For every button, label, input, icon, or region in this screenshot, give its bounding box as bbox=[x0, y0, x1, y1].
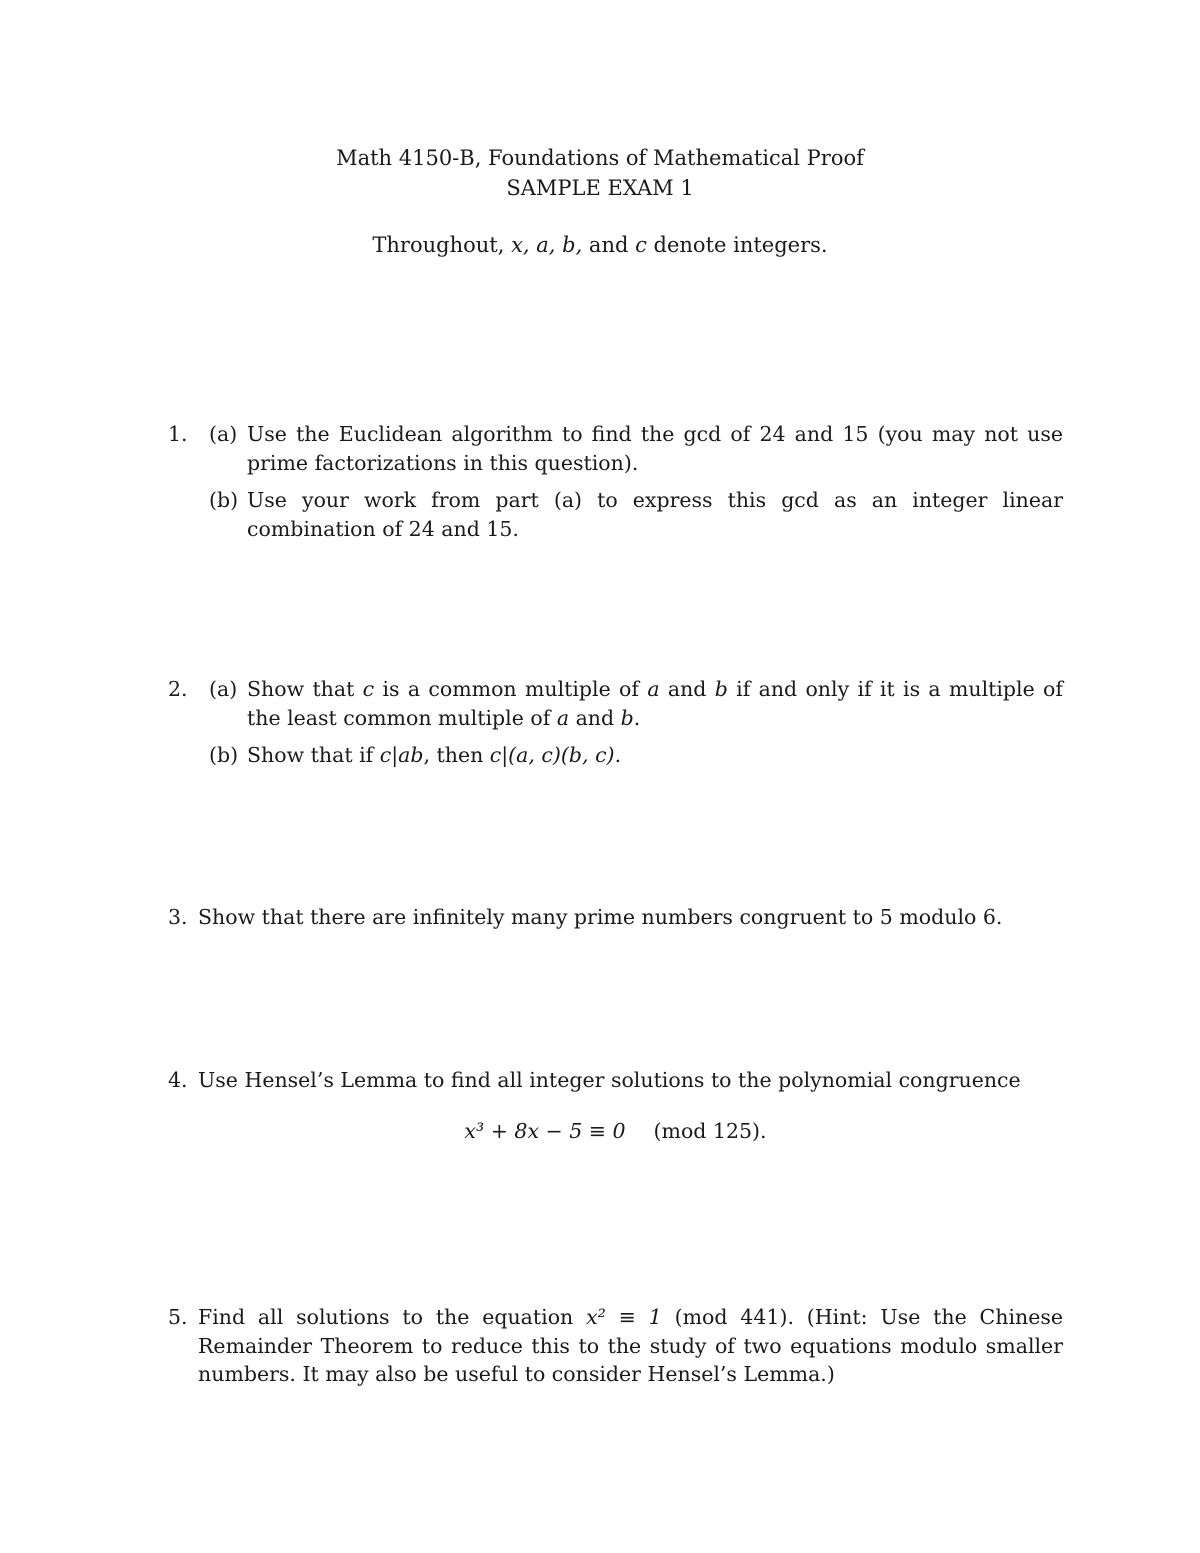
intro-prefix: Throughout, bbox=[372, 233, 512, 257]
math-run: c|(a, c)(b, c) bbox=[489, 743, 615, 767]
text-run: Find all solutions to the equation bbox=[198, 1305, 587, 1329]
problem-1-part-a bbox=[198, 420, 1063, 477]
text-run: is a common multiple of bbox=[374, 677, 648, 701]
text-run: if and only if it is a multiple of the least common multiple of bbox=[247, 677, 1063, 730]
math-run: x² ≡ 1 bbox=[586, 1305, 662, 1329]
intro-variables: x, a, b, bbox=[511, 233, 583, 257]
text-run: Show that if bbox=[247, 743, 380, 767]
math-run: a bbox=[556, 705, 570, 730]
problem-number: 2. bbox=[168, 677, 188, 701]
problem-4 bbox=[168, 1066, 1063, 1145]
display-equation bbox=[198, 1117, 1063, 1146]
text-run: and bbox=[659, 677, 715, 701]
part-label: (b) bbox=[209, 488, 239, 512]
text-run: , then bbox=[423, 743, 490, 767]
equation-lhs: x³ + 8x − 5 ≡ 0 bbox=[464, 1118, 626, 1143]
part-text: Use your work from part (a) to express this gcd as an integer linear combination of 24 and 15. bbox=[247, 488, 1063, 541]
exam-header bbox=[0, 143, 1200, 260]
problem-2-part-b bbox=[198, 741, 1063, 770]
problem-2-part-a bbox=[198, 675, 1063, 732]
math-run: b bbox=[714, 677, 728, 701]
intro-suffix: denote integers. bbox=[646, 233, 828, 257]
course-title: Math 4150-B, Foundations of Mathematical Proof bbox=[336, 146, 864, 170]
text-run: and bbox=[569, 705, 621, 730]
problem-1-part-b bbox=[198, 486, 1063, 543]
part-label: (b) bbox=[209, 743, 239, 767]
problem-number: 1. bbox=[168, 422, 188, 446]
text-run: . bbox=[633, 705, 641, 730]
problem-text: Use Hensel’s Lemma to find all integer solutions to the polynomial congruence bbox=[198, 1068, 1021, 1092]
math-run: c|ab bbox=[379, 743, 424, 767]
math-run: b bbox=[620, 705, 634, 730]
part-text: Use the Euclidean algorithm to find the gcd of 24 and 15 (you may not use prime factorizations in this question). bbox=[247, 422, 1063, 475]
problem-number: 3. bbox=[168, 905, 188, 929]
problem-2 bbox=[168, 675, 1063, 779]
intro-and: and bbox=[582, 233, 636, 257]
part-label: (a) bbox=[209, 422, 238, 446]
part-label: (a) bbox=[209, 677, 238, 701]
text-run: (mod 441). (Hint: Use the Chinese Remainder Theorem to reduce this to the study of two equations modulo smaller numbers. It may also be useful to consider Hensel’s Lemma.) bbox=[198, 1305, 1063, 1386]
problem-1 bbox=[168, 420, 1063, 552]
intro-variable-c: c bbox=[635, 233, 647, 257]
problem-number: 4. bbox=[168, 1068, 188, 1092]
math-run: a bbox=[647, 677, 660, 701]
equation-modulus: (mod 125). bbox=[653, 1118, 767, 1143]
problem-text bbox=[198, 1303, 1063, 1389]
problem-number: 5. bbox=[168, 1305, 188, 1329]
part-text bbox=[247, 677, 1063, 730]
text-run: . bbox=[614, 743, 622, 767]
intro-sentence bbox=[0, 230, 1200, 260]
part-text bbox=[247, 743, 621, 767]
exam-title: SAMPLE EXAM 1 bbox=[506, 176, 694, 200]
math-run: c bbox=[362, 677, 375, 701]
problem-5 bbox=[168, 1303, 1063, 1389]
problem-text: Show that there are infinitely many prime numbers congruent to 5 modulo 6. bbox=[198, 905, 1003, 929]
problem-3 bbox=[168, 903, 1063, 932]
text-run: Show that bbox=[247, 677, 363, 701]
